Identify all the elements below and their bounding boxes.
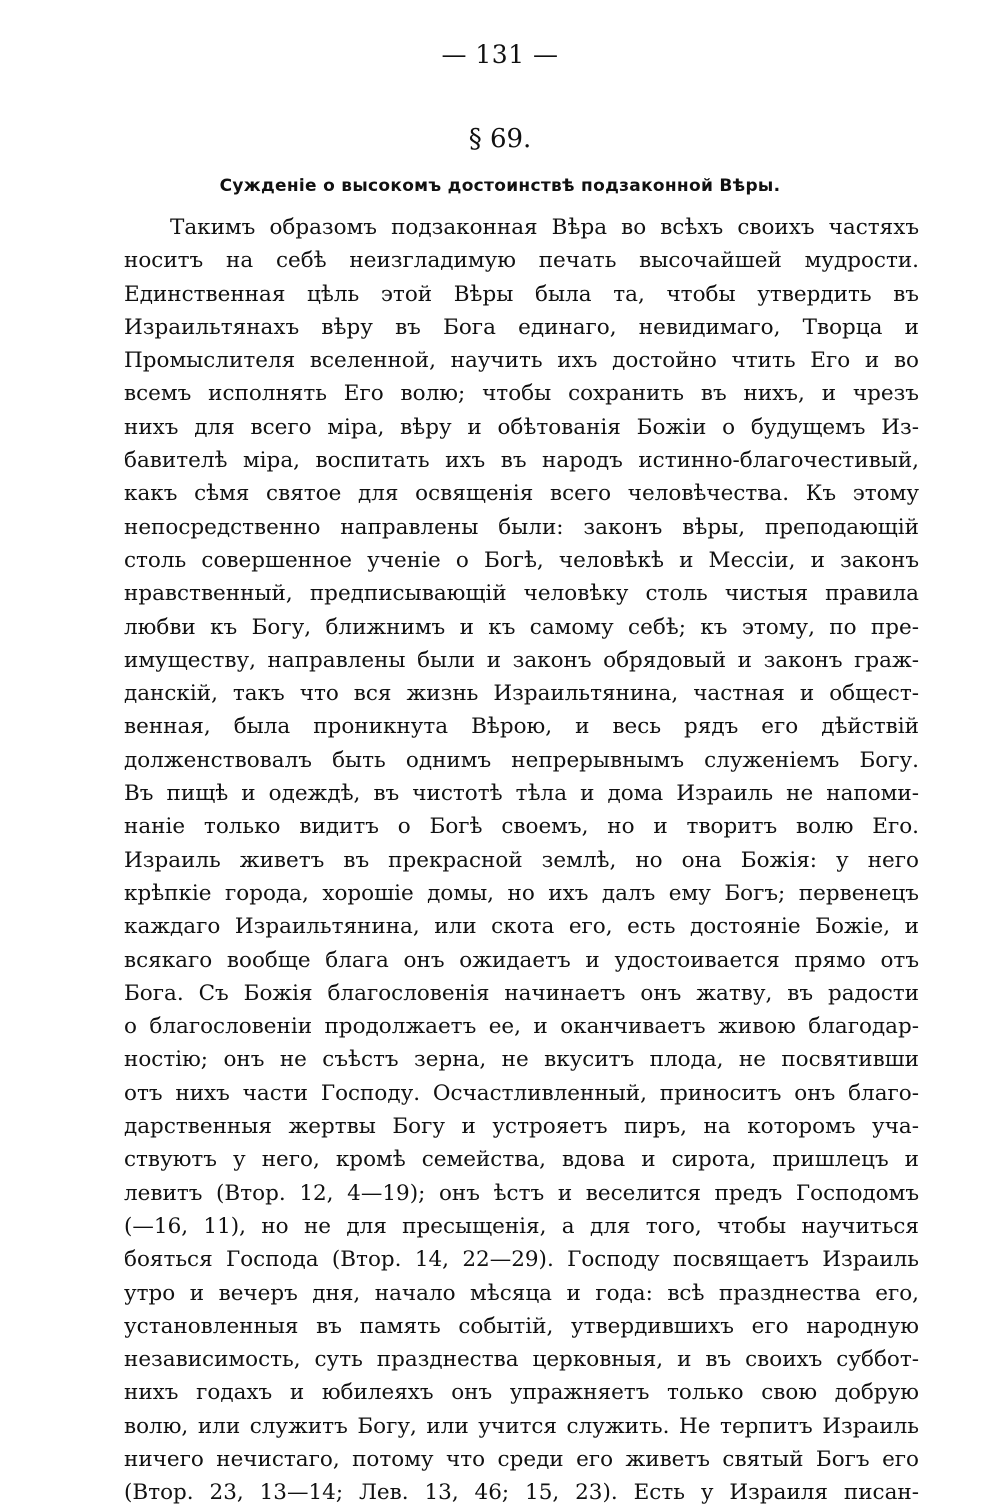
text-line: ностію; онъ не съѣстъ зерна, не вкуситъ плода, не посвятивши: [124, 1047, 919, 1073]
text-line: (Втор. 23, 13—14; Лев. 13, 46; 15, 23). Есть у Израиля писан-: [124, 1480, 919, 1506]
text-line: бавителѣ міра, воспитать ихъ въ народъ истинно-благочестивый,: [124, 448, 919, 474]
text-line: носитъ на себѣ неизгладимую печать высочайшей мудрости.: [124, 248, 919, 274]
text-line: независимость, суть празднества церковныя, и въ своихъ суббот-: [124, 1347, 919, 1373]
text-line: венная, была проникнута Вѣрою, и весь рядъ его дѣйствій: [124, 714, 919, 740]
section-title: Сужденіе о высокомъ достоинствѣ подзаконной Вѣры.: [219, 176, 781, 196]
text-line: Такимъ образомъ подзаконная Вѣра во всѣхъ своихъ частяхъ: [170, 215, 919, 240]
text-line: утро и вечеръ дня, начало мѣсяца и года: всѣ празднества его,: [124, 1280, 919, 1306]
text-line: бояться Господа (Втор. 14, 22—29). Господу посвящаетъ Израиль: [124, 1247, 919, 1273]
text-line: (—16, 11), но не для пресыщенія, а для того, чтобы научиться: [124, 1213, 919, 1239]
text-line: данскій, такъ что вся жизнь Израильтянина, частная и общест-: [124, 681, 919, 707]
text-line: долженствовалъ быть однимъ непрерывнымъ служеніемъ Богу.: [124, 747, 919, 773]
text-line: Израиль живетъ въ прекрасной землѣ, но она Божія: у него: [124, 847, 919, 873]
text-line: установленныя въ память событій, утвердившихъ его народную: [124, 1313, 919, 1339]
section-number: § 69.: [468, 124, 532, 154]
page-number: — 131 —: [441, 40, 559, 69]
text-line: имуществу, направлены были и законъ обрядовый и законъ граж-: [124, 647, 919, 673]
text-line: каждаго Израильтянина, или скота его, есть достояніе Божіе, и: [124, 914, 919, 940]
text-line: Въ пищѣ и одеждѣ, въ чистотѣ тѣла и дома Израиль не напоми-: [124, 781, 919, 807]
text-line: отъ нихъ части Господу. Осчастливленный, приноситъ онъ благо-: [124, 1080, 919, 1106]
text-line: всемъ исполнять Его волю; чтобы сохранить въ нихъ, и чрезъ: [124, 381, 919, 407]
text-line: непосредственно направлены были: законъ вѣры, преподающій: [124, 514, 919, 540]
text-line: нравственный, предписывающій человѣку столь чистыя правила: [124, 581, 919, 607]
text-line: Единственная цѣль этой Вѣры была та, чтобы утвердить въ: [124, 281, 919, 307]
text-line: Промыслителя вселенной, научить ихъ достойно чтить Его и во: [124, 348, 919, 374]
text-line: ничего нечистаго, потому что среди его живетъ святый Богъ его: [124, 1446, 919, 1472]
text-line: волю, или служитъ Богу, или учится служить. Не терпитъ Израиль: [124, 1413, 919, 1439]
text-line: нихъ годахъ и юбилеяхъ онъ упражняетъ только свою добрую: [124, 1380, 919, 1406]
text-line: какъ сѣмя святое для освященія всего человѣчества. Къ этому: [124, 481, 919, 507]
text-line: наніе только видитъ о Богѣ своемъ, но и творитъ волю Его.: [124, 814, 919, 840]
text-line: левитъ (Втор. 12, 4—19); онъ ѣстъ и веселится предъ Господомъ: [124, 1180, 919, 1206]
text-line: крѣпкіе города, хорошіе домы, но ихъ далъ ему Богъ; первенецъ: [124, 880, 919, 906]
text-line: всякаго вообще блага онъ ожидаетъ и удостоивается прямо отъ: [124, 947, 919, 973]
text-line: о благословеніи продолжаетъ ее, и оканчиваетъ живою благодар-: [124, 1014, 919, 1040]
text-line: любви къ Богу, ближнимъ и къ самому себѣ; къ этому, по пре-: [124, 614, 919, 640]
text-line: ствуютъ у него, кромѣ семейства, вдова и сирота, пришлецъ и: [124, 1147, 919, 1173]
body-text: [124, 211, 919, 1510]
text-line: Бога. Съ Божія благословенія начинаетъ онъ жатву, въ радости: [124, 980, 919, 1006]
text-line: столь совершенное ученіе о Богѣ, человѣкѣ и Мессіи, и законъ: [124, 547, 919, 573]
text-line: нихъ для всего міра, вѣру и обѣтованія Божіи о будущемъ Из-: [124, 414, 919, 440]
text-line: дарственныя жертвы Богу и устрояетъ пиръ, на которомъ уча-: [124, 1114, 919, 1140]
text-line: Израильтянахъ вѣру въ Бога единаго, невидимаго, Творца и: [124, 314, 919, 340]
